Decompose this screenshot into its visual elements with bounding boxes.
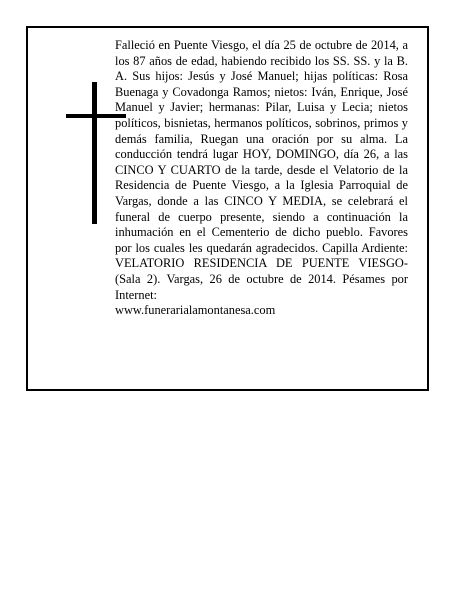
obituary-body: Falleció en Puente Viesgo, el día 25 de octubre de 2014, a los 87 años de edad, habiendo recibido los SS. SS. y la B. A. Sus hijos: Jesús y José Manuel; hijas políticas: Rosa Buenaga y Covadonga Ramos; nietos: Iván, Enrique, José Manuel y Javier; hermanas: Pilar, Luisa y Lecia; nietos políticos, bisnietas, hermanos políticos, sobrinos, primos y demás familia, Ruegan una oración por su alma. La conducción tendrá lugar HOY, DOMINGO, día 26, a las CINCO Y CUARTO de la tarde, desde el Velatorio de la Residencia de Puente Viesgo, a la Iglesia Parroquial de Vargas, donde a las CINCO Y MEDIA, se celebrará el funeral de cuerpo presente, siendo a continuación la inhumación en el Cementerio de dicho pueblo. Favores por los cuales les quedarán agradecidos. Capilla Ardiente: VELATORIO RESIDENCIA DE PUENTE VIESGO-(Sala 2). Vargas, 26 de octubre de 2014. Pésames por Internet: xyxy=(115,38,408,302)
obituary-text xyxy=(115,38,408,319)
cross-vertical-bar xyxy=(92,82,97,224)
funeral-home-website: www.funerarialamontanesa.com xyxy=(115,303,276,318)
